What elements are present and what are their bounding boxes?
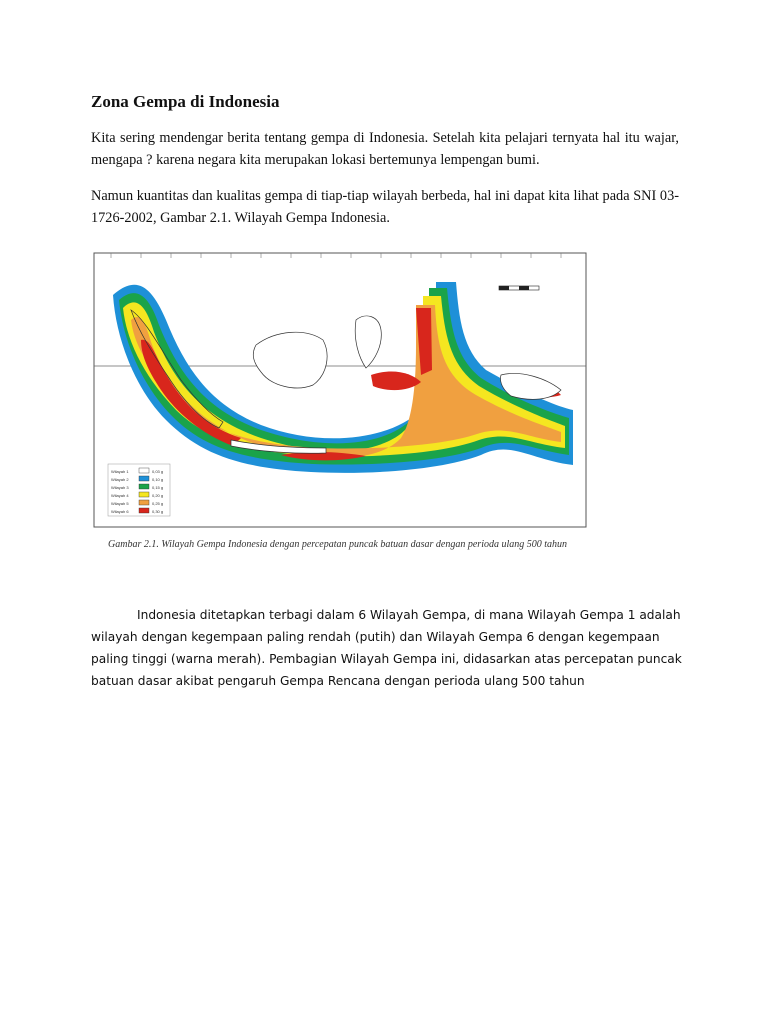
zone-explanation-paragraph	[91, 604, 691, 692]
legend-value: 0,25 g	[152, 501, 164, 506]
legend-zone-label: Wilayah 5	[111, 501, 129, 506]
legend-value: 0,15 g	[152, 485, 164, 490]
legend-zone-label: Wilayah 1	[111, 469, 129, 474]
page-title: Zona Gempa di Indonesia	[91, 92, 280, 111]
legend-swatch	[139, 484, 149, 489]
figure-caption: Gambar 2.1. Wilayah Gempa Indonesia dengan percepatan puncak batuan dasar dengan perioda ulang 500 tahun	[108, 539, 568, 550]
legend-value: 0,20 g	[152, 493, 164, 498]
legend-value: 0,10 g	[152, 477, 164, 482]
legend-swatch	[139, 476, 149, 481]
legend-swatch	[139, 492, 149, 497]
legend-zone-label: Wilayah 2	[111, 477, 129, 482]
legend-swatch	[139, 508, 149, 513]
zone-explanation-text: Indonesia ditetapkan terbagi dalam 6 Wilayah Gempa, di mana Wilayah Gempa 1 adalah wilayah dengan kegempaan paling rendah (putih) dan Wilayah Gempa 6 dengan kegempaan paling tinggi (warna merah). Pembagian Wilayah Gempa ini, didasarkan atas percepatan puncak batuan dasar akibat pengaruh Gempa Rencana dengan perioda ulang 500 tahun	[91, 608, 682, 688]
legend-zone-label: Wilayah 3	[111, 485, 129, 490]
legend-swatch	[139, 468, 149, 473]
reference-paragraph: Namun kuantitas dan kualitas gempa di tiap-tiap wilayah berbeda, hal ini dapat kita lihat pada SNI 03-1726-2002, Gambar 2.1. Wilayah Gempa Indonesia.	[91, 188, 679, 226]
map-legend	[108, 464, 170, 516]
map-graphic	[91, 250, 589, 560]
legend-value: 0,30 g	[152, 509, 164, 514]
legend-zone-label: Wilayah 4	[111, 493, 129, 498]
earthquake-zone-map	[91, 250, 589, 560]
intro-paragraph: Kita sering mendengar berita tentang gempa di Indonesia. Setelah kita pelajari ternyata hal itu wajar, mengapa ? karena negara kita merupakan lokasi bertemunya lempengan bumi.	[91, 130, 679, 168]
legend-value: 0,03 g	[152, 469, 164, 474]
legend-zone-label: Wilayah 6	[111, 509, 129, 514]
scale-bar	[499, 286, 539, 290]
legend-swatch	[139, 500, 149, 505]
